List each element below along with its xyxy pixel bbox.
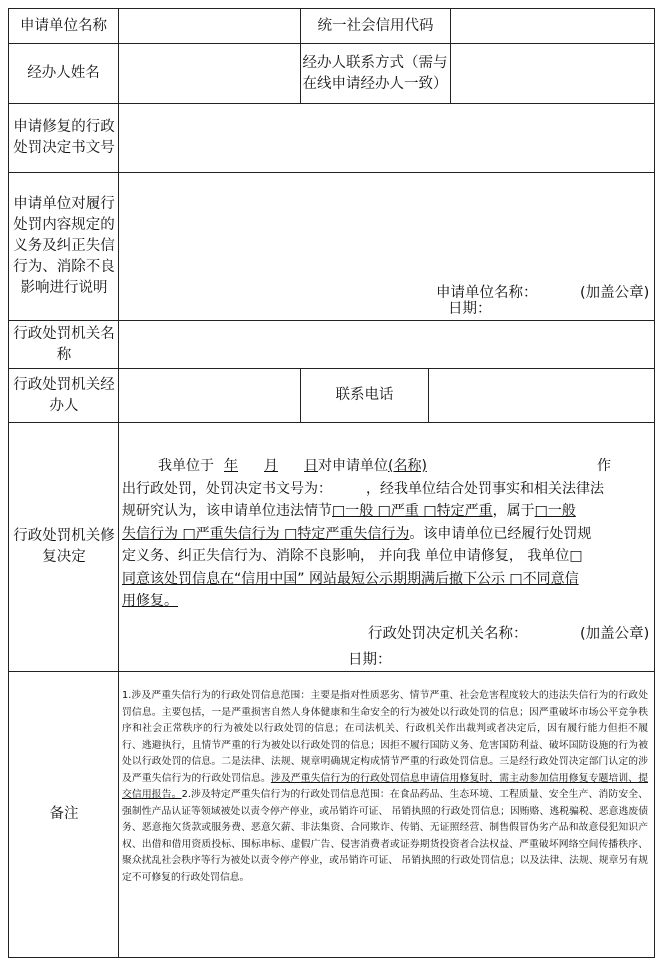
handler-name-value[interactable] <box>119 44 300 103</box>
authority-seal-note: (加盖公章) <box>580 626 650 642</box>
applicant-seal-date: 日期： <box>448 301 492 317</box>
explanation-label: 申请单位对履行处罚内容规定的义务及纠正失信行为、消除不良影响进行说明 <box>13 196 115 296</box>
remarks-label: 备注 <box>49 806 79 822</box>
decision-lead: 我单位于 <box>158 458 214 474</box>
severity-options[interactable]: □一般 □严重 □特定严重 <box>332 503 493 519</box>
authority-handler-value[interactable] <box>119 369 300 422</box>
behavior-options-a[interactable]: □一般 <box>534 503 576 519</box>
decision-date[interactable]: 年 月 日 <box>224 458 318 474</box>
authority-seal-date: 日期： <box>348 652 392 668</box>
note1-tail: 涉及严重失信行为的行政处罚信息申请信用修复时，需主动参加信用修复专题培训、提交信用报告。 <box>122 772 649 800</box>
phone-value[interactable] <box>429 369 654 422</box>
applicant-seal-note: (加盖公章) <box>580 285 650 301</box>
handler-contact-label: 经办人联系方式（需与在线申请经办人一致） <box>302 54 448 92</box>
handler-name-label: 经办人姓名 <box>27 65 100 81</box>
note2-heading: 2.涉及特定严重失信行为的行政处罚信息范围： <box>181 789 390 800</box>
note1-heading: 1.涉及严重失信行为的行政处罚信息范围： <box>122 690 311 701</box>
repair-decision-label: 行政处罚机关修复决定 <box>13 528 115 565</box>
authority-name-label: 行政处罚机关名称 <box>13 325 115 363</box>
phone-label: 联系电话 <box>335 387 394 403</box>
authority-seal-name: 行政处罚决定机关名称： <box>368 626 528 642</box>
disagree-option[interactable]: 用修复。 <box>122 593 178 609</box>
authority-name-value[interactable] <box>119 321 654 368</box>
applicant-seal-name: 申请单位名称： <box>436 285 538 301</box>
remarks-text <box>122 688 648 886</box>
applicant-name-blank[interactable]: (名称) <box>388 458 427 474</box>
decision-number-label: 申请修复的行政处罚决定书文号 <box>13 119 115 156</box>
applicant-name-value[interactable] <box>119 9 300 43</box>
handler-contact-value[interactable] <box>451 44 654 103</box>
credit-code-value[interactable] <box>451 9 654 43</box>
authority-handler-label: 行政处罚机关经办人 <box>13 376 115 414</box>
behavior-options-b[interactable]: 失信行为 □严重失信行为 □特定严重失信行为 <box>122 525 410 542</box>
note2-body: 在食品药品、生态环境、工程质量、安全生产、消防安全、强制性产品认证等领域被处以责令停产停业，或吊销许可证、 吊销执照的行政处罚信息；因贿赂、逃税骗税、恶意逃废债务、恶意拖欠货款或服务费、恶意欠薪、非法集资、合同欺诈、传销、无证照经营、制售假冒伪劣产品和故意侵犯知识产权、出借和借用资质投标、围标串标、虚假广告、侵害消费者或证券期货投资者合法权益、严重破坏网络空间传播秩序、聚众扰乱社会秩序等行为被处以责令停产停业，或吊销许可证、 吊销执照的行政处罚信息；以及法律、法规、规章另有规定不可修复的行政处罚信息。 <box>122 789 649 883</box>
applicant-name-label: 申请单位名称 <box>20 17 107 34</box>
repair-decision-text: 我单位于 年 月 日对申请单位(名称) 作 出行政处罚，处罚决定书文号为： ，经我单位结合处罚事实和相关法律法 规研究认为，该申请单位违法情节□一般 □严重 □特定严重，属于□一般 失信行为 □严重失信行为 □特定严重失信行为。该申请单位已经履行处罚规 定义务、纠正失信行为、消除不良影响， 并向我 单位申请修复， 我单位□ 同意该处罚信息在“信用中国” 网站最短公示期期满后撤下公示 □不同意信 用修复。 <box>122 455 652 613</box>
agree-option[interactable]: 同意该处罚信息在“信用中国” 网站最短公示期期满后撤下公示 □不同意信 <box>122 570 579 587</box>
decision-number-blank[interactable] <box>332 481 366 497</box>
note1-body: 主要是指对性质恶劣、情节严重、社会危害程度较大的违法失信行为的行政处罚信息。主要包括，一是严重损害自然人身体健康和生命安全的行为被处以行政处罚的信息；因严重破坏市场公平竞争秩序和社会正常秩序的行为被处以行政处罚的信息；在司法机关、行政机关作出裁判或者决定后，因有履行能力但拒不履行、逃避执行，且情节严重的行为被处以行政处罚的信息；因拒不履行国防义务、危害国防利益、破坏国防设施的行为被处以行政处罚的信息。二是法律、法规、规章明确规定构成情节严重的行政处罚信息。三是经行政处罚决定部门认定的涉及严重失信行为的行政处罚信息。 <box>122 690 648 784</box>
decision-number-value[interactable] <box>119 104 654 172</box>
credit-code-label: 统一社会信用代码 <box>317 17 434 34</box>
